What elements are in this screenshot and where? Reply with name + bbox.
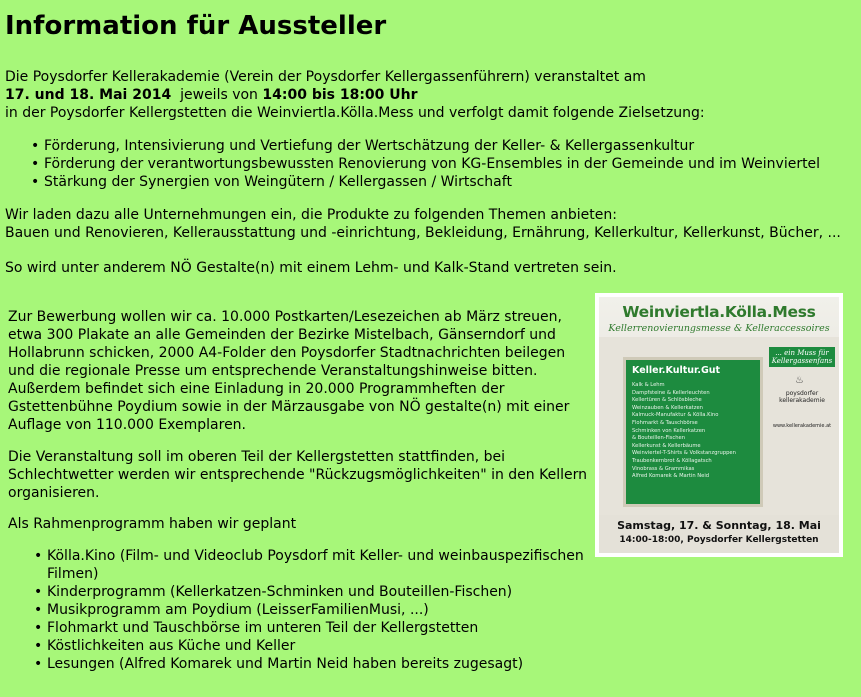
list-item: • Kinderprogramm (Kellerkatzen-Schminken und Bouteillen-Fischen) [47, 583, 595, 601]
programme-heading: Als Rahmenprogramm haben wir geplant [8, 516, 297, 532]
noe-paragraph: So wird unter anderem NÖ Gestalte(n) mit einem Lehm- und Kalk-Stand vertreten sein. [5, 260, 617, 276]
list-item: • Flohmarkt und Tauschbörse im unteren Teil der Kellergstetten [47, 619, 595, 637]
poster-slogan: ... ein Muss für Kellergassenfans [769, 347, 835, 367]
list-item: • Musikprogramm am Poydium (LeisserFamilienMusi, ...) [47, 601, 595, 619]
invite-paragraph [5, 206, 841, 242]
event-time: 14:00 bis 18:00 Uhr [262, 87, 418, 103]
poster-logo-text: poysdorfer kellerakademie [779, 390, 825, 404]
poster-subtitle: Kellerrenovierungsmesse & Kelleraccessoires [608, 323, 830, 334]
event-poster-image [595, 293, 843, 557]
event-date: 17. und 18. Mai 2014 [5, 87, 172, 103]
jeweils-text: jeweils von [180, 87, 258, 103]
advertising-paragraph: Zur Bewerbung wollen wir ca. 10.000 Postkarten/Lesezeichen ab März streuen, etwa 300 Plakate an alle Gemeinden der Bezirke Mistelbach, Gänserndorf und Hollabrunn schicken, 2000 A4-Folder den Poysdorfer Stadtnachrichten beilegen und die regionale Presse um entsprechende Veranstaltungshinweise bitten. Außerdem befindet sich eine Einladung in 20.000 Programmheften der Gstettenbühne Poydium sowie in der Märzausgabe von NÖ gestalte(n) mit einer Auflage von 110.000 Exemplaren. [8, 309, 570, 433]
poster-door-item: Traubenkernbrot & Köllagatsch [632, 457, 712, 464]
venue-paragraph: Die Veranstaltung soll im oberen Teil der Kellergstetten stattfinden, bei Schlechtwetter werden wir entsprechende "Rückzugsmöglichkeiten" in den Kellern organisieren. [8, 449, 587, 501]
intro-line-3: in der Poysdorfer Kellergstetten die Weinviertla.Kölla.Mess und verfolgt damit folgende Zielsetzung: [5, 105, 705, 121]
poster-door-item: & Bouteillen-Fischen [632, 435, 685, 442]
list-item: • Förderung der verantwortungsbewussten Renovierung von KG-Ensembles in der Gemeinde und im Weinviertel [44, 155, 820, 173]
poster-door-item: Schminken von Kellerkatzen [632, 427, 706, 434]
poster-door-item: Kellertüren & Schlösbleche [632, 397, 702, 404]
poster-title: Weinviertla.Kölla.Mess [622, 303, 816, 321]
invite-line-1: Wir laden dazu alle Unternehmungen ein, die Produkte zu folgenden Themen anbieten: [5, 207, 617, 223]
poster-door-list [632, 382, 736, 481]
poster-door-item: Vinobrass & Grammikas [632, 465, 695, 472]
kellerakademie-logo-icon: ♨ [795, 375, 804, 386]
list-item: • Lesungen (Alfred Komarek und Martin Neid haben bereits zugesagt) [47, 655, 595, 673]
list-item: • Stärkung der Synergien von Weingütern / Kellergassen / Wirtschaft [44, 173, 820, 191]
poster-door-heading: Keller.Kultur.Gut [632, 365, 721, 376]
poster-door-item: Kalmuck-Manufaktur & Kölla.Kino [632, 412, 719, 419]
page-title: Information für Aussteller [5, 11, 387, 41]
poster-cellar-door [623, 357, 763, 507]
poster-url: www.kellerakademie.at [772, 423, 832, 429]
invite-line-2: Bauen und Renovieren, Kellerausstattung und -einrichtung, Bekleidung, Ernährung, Kellerkultur, Kellerkunst, Bücher, ... [5, 225, 841, 241]
poster-door-item: Dampfsteine & Kellerleuchten [632, 389, 710, 396]
intro-paragraph [5, 68, 705, 122]
poster-date-line: Samstag, 17. & Sonntag, 18. Mai [617, 519, 821, 532]
poster-door-item: Kalk & Lehm [632, 382, 665, 388]
poster-door-item: Kellerkunst & Kellerbäume [632, 442, 701, 449]
goals-list [44, 137, 820, 191]
intro-line-2 [5, 86, 705, 104]
list-item: • Kölla.Kino (Film- und Videoclub Poysdorf mit Keller- und weinbauspezifischen Filmen) [47, 547, 595, 583]
intro-line-1: Die Poysdorfer Kellerakademie (Verein der Poysdorfer Kellergassenführern) veranstaltet am [5, 69, 646, 85]
poster-door-item: Weinviertel-T-Shirts & Volkstanzgruppen [632, 450, 736, 457]
poster-time-line: 14:00-18:00, Poysdorfer Kellergstetten [619, 535, 819, 545]
programme-list [47, 547, 595, 673]
poster-door-item: Weinzauben & Kellerkatzen [632, 404, 703, 411]
poster-door-item: Alfred Komarek & Martin Neid [632, 473, 710, 480]
list-item: • Köstlichkeiten aus Küche und Keller [47, 637, 595, 655]
poster-door-item: Flohmarkt & Tauschbörse [632, 419, 698, 426]
list-item: • Förderung, Intensivierung und Vertiefung der Wertschätzung der Keller- & Kellergassenkultur [44, 137, 820, 155]
